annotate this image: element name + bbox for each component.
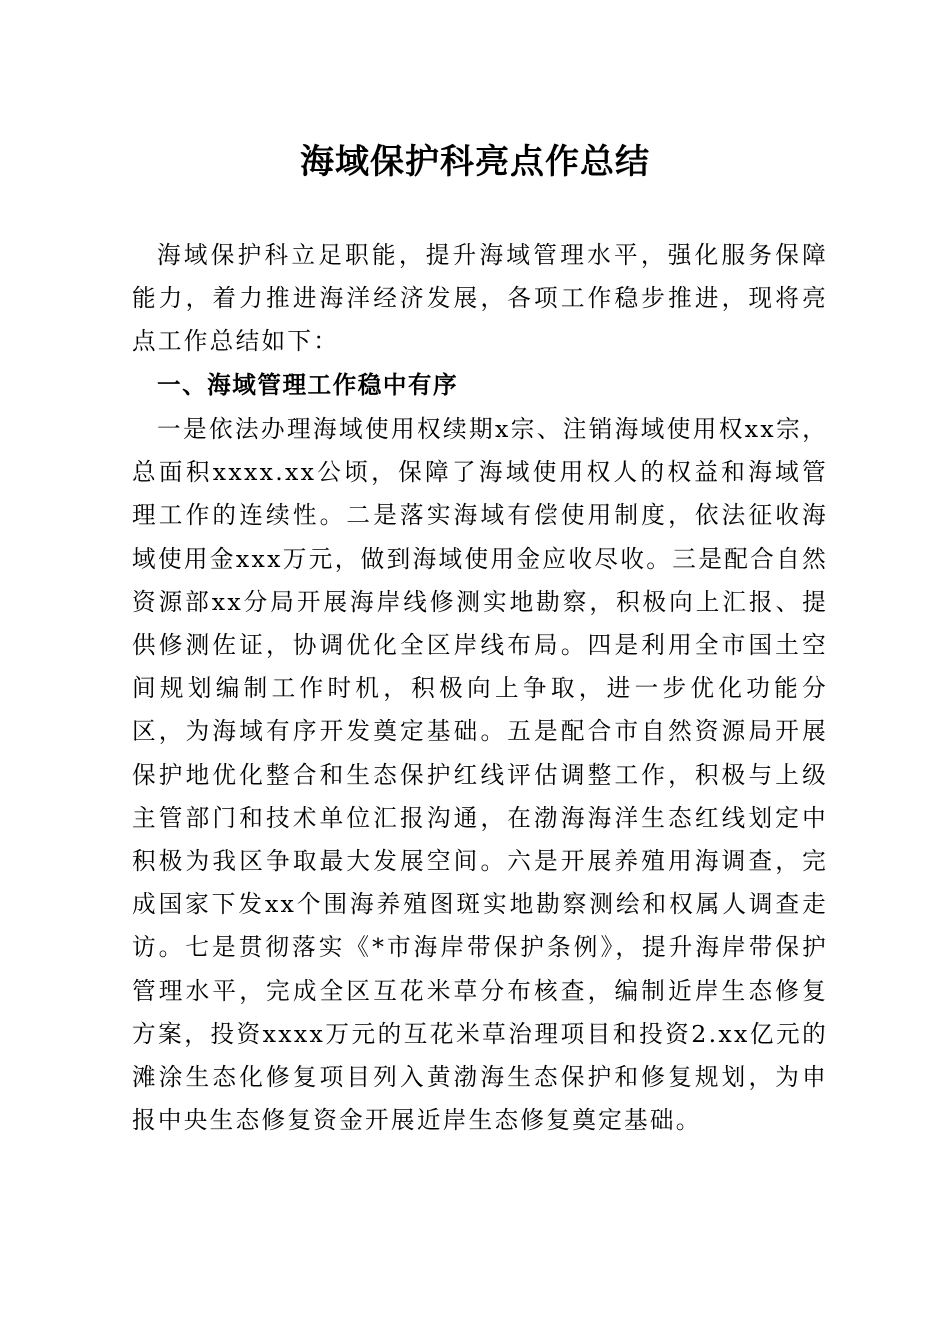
section-paragraph: 一是依法办理海域使用权续期x宗、注销海域使用权xx宗，总面积xxxx.xx公顷，保障了海域使用权人的权益和海域管理工作的连续性。二是落实海域有偿使用制度，依法征收海域使用金xxx万元，做到海域使用金应收尽收。三是配合自然资源部xx分局开展海岸线修测实地勘察，积极向上汇报、提供修测佐证，协调优化全区岸线布局。四是利用全市国土空间规划编制工作时机，积极向上争取，进一步优化功能分区，为海域有序开发奠定基础。五是配合市自然资源局开展保护地优化整合和生态保护红线评估调整工作，积极与上级主管部门和技术单位汇报沟通，在渤海海洋生态红线划定中积极为我区争取最大发展空间。六是开展养殖用海调查，完成国家下发xx个围海养殖图斑实地勘察测绘和权属人调查走访。七是贯彻落实《*市海岸带保护条例》，提升海岸带保护管理水平，完成全区互花米草分布核查，编制近岸生态修复方案，投资xxxx万元的互花米草治理项目和投资2.xx亿元的滩涂生态化修复项目列入黄渤海生态保护和修复规划，为申报中央生态修复资金开展近岸生态修复奠定基础。 <box>132 415 828 1135</box>
intro-paragraph: 海域保护科立足职能，提升海域管理水平，强化服务保障能力，着力推进海洋经济发展，各项工作稳步推进，现将亮点工作总结如下： <box>132 241 828 356</box>
section-heading: 一、海域管理工作稳中有序 <box>157 371 459 399</box>
document-title: 海域保护科亮点作总结 <box>300 142 650 182</box>
